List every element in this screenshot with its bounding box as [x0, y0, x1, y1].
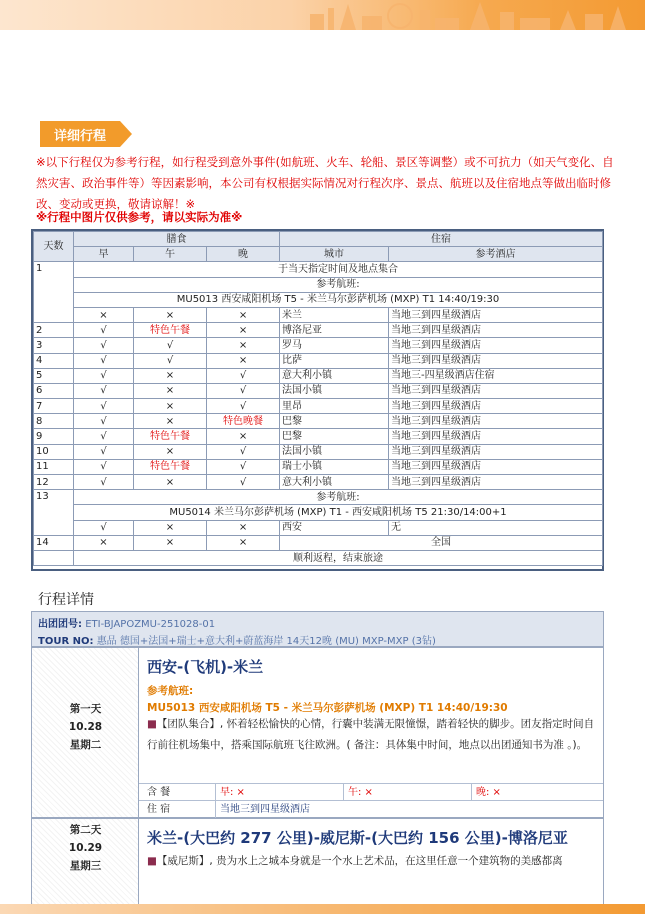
day-cell: 4	[34, 353, 74, 368]
day-one-block	[31, 647, 604, 818]
tour-code-label: 出团团号:	[38, 619, 82, 630]
meal-breakfast: √	[74, 459, 134, 474]
table-row	[34, 368, 603, 383]
table-row	[34, 399, 603, 414]
schedule-table	[31, 229, 604, 571]
day-cell: 6	[34, 383, 74, 398]
day-weekday: 星期三	[69, 860, 102, 872]
flight-info: MU5013 西安咸阳机场 T5 - 米兰马尔彭萨机场 (MXP) T1 14:40/19:30	[147, 702, 508, 714]
header-breakfast: 早	[74, 247, 134, 262]
meal-dinner: √	[207, 444, 280, 459]
meal-breakfast: √	[74, 383, 134, 398]
table-row	[34, 383, 603, 398]
city-cell: 意大利小镇	[280, 475, 389, 490]
hotel-cell: 当地三到四星级酒店	[389, 383, 603, 398]
meal-dinner: √	[207, 368, 280, 383]
day-cell: 14	[34, 535, 74, 550]
city-cell: 巴黎	[280, 429, 389, 444]
bullet-icon: ■	[147, 718, 157, 730]
header-banner	[0, 0, 645, 30]
stay-row	[139, 800, 603, 818]
city-cell: 意大利小镇	[280, 368, 389, 383]
day-cell: 13	[34, 490, 74, 536]
meal-lunch: 午: ×	[343, 784, 471, 801]
header-dinner: 晚	[207, 247, 280, 262]
table-row	[34, 307, 603, 322]
meal-lunch: ×	[134, 414, 207, 429]
city-cell: 博洛尼亚	[280, 323, 389, 338]
city-cell: 法国小镇	[280, 444, 389, 459]
hotel-cell: 当地三到四星级酒店	[389, 475, 603, 490]
day-cell: 8	[34, 414, 74, 429]
table-row	[34, 475, 603, 490]
description-text: 【团队集合】, 怀着轻松愉快的心情，行囊中装满无限憧憬，踏着轻快的脚步。团友指定时间自行前往机场集中，搭乘国际航班飞往欧洲。( 备注：具体集中时间，地点以出团通知书为准 。)。	[147, 718, 595, 751]
gather-info: 于当天指定时间及地点集合	[74, 262, 603, 277]
day-description	[147, 851, 599, 872]
stay-hotel: 当地三到四星级酒店	[215, 801, 603, 818]
day-cell: 5	[34, 368, 74, 383]
hotel-cell: 当地三到四星级酒店	[389, 338, 603, 353]
city-skyline-icon	[300, 0, 645, 30]
hotel-cell: 当地三到四星级酒店	[389, 323, 603, 338]
meal-lunch: ×	[134, 307, 207, 322]
tour-name: 惠品 德国+法国+瑞士+意大利+蔚蓝海岸 14天12晚 (MU) MXP-MXP (3钻)	[96, 636, 436, 647]
meal-breakfast: √	[74, 353, 134, 368]
meal-lunch: 特色午餐	[134, 323, 207, 338]
meal-breakfast: √	[74, 338, 134, 353]
meal-lunch: √	[134, 353, 207, 368]
day-two-side	[32, 819, 139, 908]
meal-dinner: ×	[207, 535, 280, 550]
meal-breakfast: ×	[74, 535, 134, 550]
meal-lunch: ×	[134, 520, 207, 535]
day-date: 10.28	[68, 721, 103, 733]
section-title: 详细行程	[54, 129, 107, 144]
day-title: 米兰-(大巴约 277 公里)-威尼斯-(大巴约 156 公里)-博洛尼亚	[147, 829, 568, 847]
header-lunch: 午	[134, 247, 207, 262]
header-day: 天数	[34, 232, 74, 262]
meal-lunch: √	[134, 338, 207, 353]
tour-code: ETI-BJAPOZMU-251028-01	[85, 619, 216, 630]
meal-lunch: ×	[134, 368, 207, 383]
details-title: 行程详情	[38, 592, 94, 608]
meal-lunch: 特色午餐	[134, 429, 207, 444]
meal-dinner: ×	[207, 429, 280, 444]
day-two-block	[31, 818, 604, 908]
table-row	[34, 520, 603, 535]
day-label: 第二天	[69, 824, 102, 836]
hotel-cell: 当地三到四星级酒店	[389, 399, 603, 414]
meal-breakfast: √	[74, 323, 134, 338]
meal-dinner: 特色晚餐	[207, 414, 280, 429]
meal-dinner: ×	[207, 307, 280, 322]
day-cell: 12	[34, 475, 74, 490]
table-row	[34, 353, 603, 368]
city-cell: 米兰	[280, 307, 389, 322]
flight-label: 参考航班:	[147, 685, 194, 697]
meal-breakfast: √	[74, 429, 134, 444]
day-description	[147, 714, 599, 755]
day-cell: 11	[34, 459, 74, 474]
meal-label: 含 餐	[147, 787, 171, 798]
hotel-cell: 当地三到四星级酒店	[389, 414, 603, 429]
meal-breakfast: √	[74, 475, 134, 490]
day-cell: 7	[34, 399, 74, 414]
table-row	[34, 414, 603, 429]
day-one-side	[32, 648, 139, 817]
day-weekday: 星期二	[69, 739, 102, 751]
meal-lunch: ×	[134, 475, 207, 490]
bullet-icon: ■	[147, 855, 157, 867]
meal-breakfast: √	[74, 520, 134, 535]
day-cell: 3	[34, 338, 74, 353]
table-row	[34, 444, 603, 459]
table-row	[34, 323, 603, 338]
meal-dinner: √	[207, 475, 280, 490]
header-meal: 膳食	[74, 232, 280, 247]
header-city: 城市	[280, 247, 389, 262]
hotel-cell: 当地三到四星级酒店	[389, 353, 603, 368]
header-stay: 住宿	[280, 232, 603, 247]
flight-label: 参考航班:	[74, 277, 603, 292]
meal-breakfast: 早: ×	[215, 784, 343, 801]
meal-dinner: √	[207, 383, 280, 398]
image-notice: ※行程中图片仅供参考，请以实际为准※	[36, 210, 243, 224]
table-row	[34, 459, 603, 474]
meal-lunch: ×	[134, 383, 207, 398]
day-cell: 2	[34, 323, 74, 338]
city-cell: 瑞士小镇	[280, 459, 389, 474]
meal-breakfast: √	[74, 368, 134, 383]
meal-breakfast: ×	[74, 307, 134, 322]
disclaimer-notice: ※以下行程仅为参考行程，如行程受到意外事件(如航班、火车、轮船、景区等调整）或不可抗力（如天气变化、自然灾害、政治事件等）等因素影响，本公司有权根据实际情况对行程次序、景点、航班以及住宿地点等做出临时修改、变动或更换，敬请谅解！※	[36, 155, 614, 211]
tour-no-label: TOUR NO:	[38, 636, 94, 647]
city-cell: 比萨	[280, 353, 389, 368]
hotel-cell: 无	[389, 520, 603, 535]
meal-dinner: ×	[207, 338, 280, 353]
city-cell: 罗马	[280, 338, 389, 353]
day-label: 第一天	[69, 703, 102, 715]
meal-dinner: ×	[207, 353, 280, 368]
meal-row	[139, 783, 603, 801]
meal-lunch: ×	[134, 399, 207, 414]
empty-cell	[34, 550, 74, 565]
day-title: 西安-(飞机)-米兰	[147, 658, 264, 676]
meal-breakfast: √	[74, 414, 134, 429]
tour-header	[31, 611, 604, 647]
meal-breakfast: √	[74, 444, 134, 459]
hotel-cell: 当地三到四星级酒店	[389, 307, 603, 322]
end-info: 顺利返程，结束旅途	[74, 550, 603, 565]
table-row	[34, 338, 603, 353]
day-cell: 1	[34, 262, 74, 323]
city-cell: 全国	[280, 535, 603, 550]
day-cell: 9	[34, 429, 74, 444]
hotel-cell: 当地三到四星级酒店	[389, 444, 603, 459]
day-date: 10.29	[68, 842, 103, 854]
meal-dinner: ×	[207, 520, 280, 535]
table-row	[34, 535, 603, 550]
section-title-tag	[40, 121, 132, 147]
flight-label: 参考航班:	[74, 490, 603, 505]
hotel-cell: 当地三到四星级酒店	[389, 429, 603, 444]
day-cell: 10	[34, 444, 74, 459]
flight-info: MU5013 西安咸阳机场 T5 - 米兰马尔彭萨机场 (MXP) T1 14:40/19:30	[74, 292, 603, 307]
meal-dinner: √	[207, 459, 280, 474]
meal-breakfast: √	[74, 399, 134, 414]
footer-bar	[0, 904, 645, 914]
table-row	[34, 429, 603, 444]
description-text: 【威尼斯】, 贵为水上之城本身就是一个水上艺术品，在这里任意一个建筑物的美感都离	[156, 855, 563, 867]
meal-dinner: 晚: ×	[471, 784, 603, 801]
meal-dinner: √	[207, 399, 280, 414]
city-cell: 里昂	[280, 399, 389, 414]
meal-lunch: ×	[134, 444, 207, 459]
flight-info: MU5014 米兰马尔彭萨机场 (MXP) T1 - 西安咸阳机场 T5 21:30/14:00+1	[74, 505, 603, 520]
hotel-cell: 当地三-四星级酒店住宿	[389, 368, 603, 383]
hotel-cell: 当地三到四星级酒店	[389, 459, 603, 474]
header-hotel: 参考酒店	[389, 247, 603, 262]
city-cell: 法国小镇	[280, 383, 389, 398]
meal-lunch: 特色午餐	[134, 459, 207, 474]
city-cell: 巴黎	[280, 414, 389, 429]
stay-label: 住 宿	[147, 804, 171, 815]
city-cell: 西安	[280, 520, 389, 535]
meal-lunch: ×	[134, 535, 207, 550]
meal-dinner: ×	[207, 323, 280, 338]
